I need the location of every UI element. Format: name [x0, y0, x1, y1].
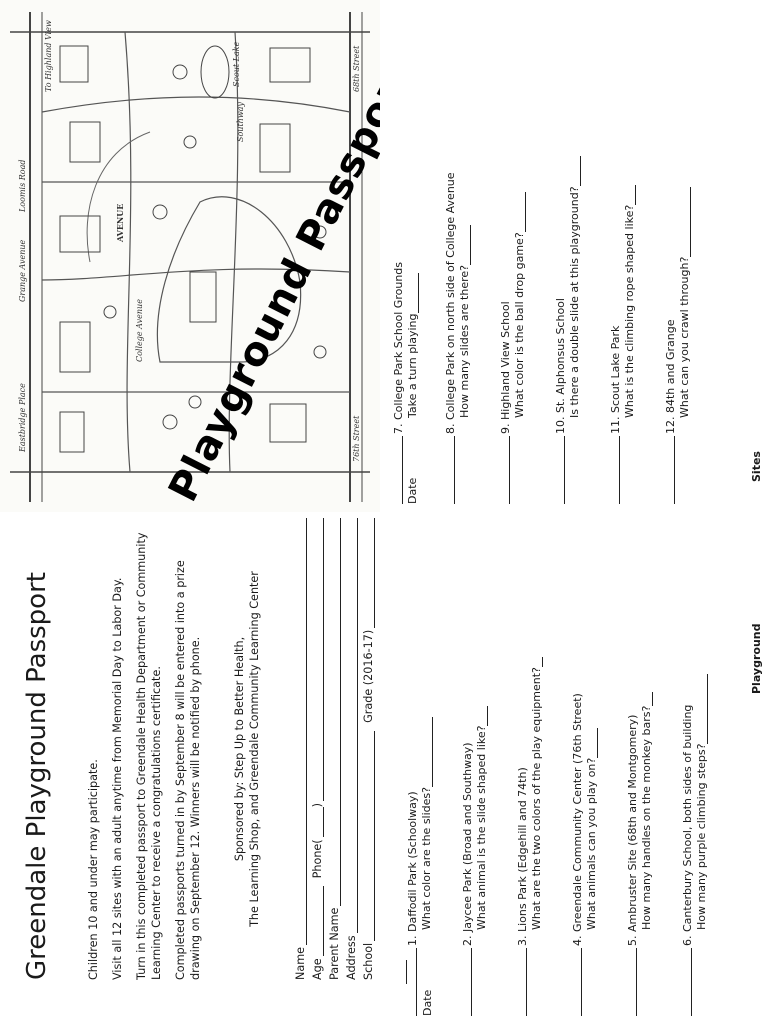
age-field[interactable]: [311, 886, 324, 956]
question-12: [664, 4, 719, 504]
school-label: School: [362, 942, 375, 980]
map-label-college-ave: College Avenue: [135, 299, 144, 362]
question-prompt: Take a turn playing: [406, 313, 419, 418]
question-3: [516, 516, 571, 1016]
question-10: [554, 4, 609, 504]
name-label: Name: [294, 946, 307, 980]
map-label-avenue: AVENUE: [115, 203, 125, 242]
playground-map: [0, 0, 380, 512]
phone-close-paren: ): [311, 802, 324, 808]
date-field-12[interactable]: [674, 436, 675, 504]
name-row: [290, 518, 307, 980]
answer-field-9[interactable]: [514, 192, 526, 232]
answer-field-1[interactable]: [421, 717, 433, 787]
date-field-3[interactable]: [526, 948, 527, 1016]
date-field-11[interactable]: [619, 436, 620, 504]
school-row: [358, 518, 375, 980]
question-5: [626, 516, 681, 1016]
question-prompt: How many handles on the monkey bars?: [640, 705, 653, 930]
question-6: [681, 516, 736, 1016]
question-prompt: What is the climbing rope shaped like?: [623, 204, 636, 418]
answer-field-2[interactable]: [476, 706, 488, 726]
question-1: [406, 516, 461, 1016]
answer-field-6[interactable]: [696, 674, 708, 744]
phone-label: Phone(: [311, 839, 324, 879]
date-field-5[interactable]: [636, 948, 637, 1016]
date-field-8[interactable]: [454, 436, 455, 504]
question-title: 9. Highland View School: [499, 301, 512, 434]
phone-field[interactable]: [311, 518, 324, 801]
answer-field-5[interactable]: [641, 692, 653, 706]
question-prompt: What animals can you play on?: [585, 757, 598, 930]
date-field-10[interactable]: [564, 436, 565, 504]
grade-field[interactable]: [362, 518, 375, 628]
map-label-68th-street: 68th Street: [352, 45, 361, 92]
date-field-4[interactable]: [581, 948, 582, 1016]
sponsor-text: [232, 518, 262, 980]
grade-label: Grade (2016-17): [362, 629, 375, 723]
question-title: 12. 84th and Grange: [664, 319, 677, 434]
intro-turn-in: Turn in this completed passport to Greendale Health Department or Community Learning Center to receive a congratulations certificate.: [135, 532, 163, 980]
question-11: [609, 4, 664, 504]
parent-label: Parent Name: [328, 907, 341, 980]
answer-field-8[interactable]: [459, 225, 471, 265]
question-prompt: Is there a double slide at this playground?: [568, 186, 581, 418]
question-9: [499, 4, 554, 504]
date-field-1[interactable]: [416, 948, 417, 1016]
date-field-6[interactable]: [691, 948, 692, 1016]
intro-visit-rules: Visit all 12 sites with an adult anytime from Memorial Day to Labor Day.: [111, 577, 124, 980]
question-4: [571, 516, 626, 1016]
map-label-scout-lake: Scout Lake: [232, 41, 241, 87]
answer-field-3[interactable]: [531, 657, 543, 667]
school-field[interactable]: [362, 731, 375, 941]
map-label-grange-ave: Grange Avenue: [18, 239, 27, 302]
question-title: 10. St. Alphonsus School: [554, 298, 567, 434]
footer-playground-label: Playground: [750, 623, 763, 694]
question-title: 8. College Park on north side of College Avenue: [444, 172, 457, 434]
question-prompt: How many slides are there?: [458, 265, 471, 418]
date-column-label: Date: [421, 989, 434, 1016]
age-phone-row: [307, 518, 324, 980]
phone-area-field[interactable]: [311, 807, 324, 837]
parent-row: [324, 518, 341, 980]
question-title: 7. College Park School Grounds: [392, 261, 405, 434]
age-label: Age: [311, 958, 324, 980]
question-title: 4. Greendale Community Center (76th Street): [571, 693, 584, 946]
question-7-header: [392, 4, 419, 504]
address-label: Address: [345, 935, 358, 980]
question-prompt: How many purple climbing steps?: [695, 743, 708, 930]
question-title: 5. Ambruster Site (68th and Montgomery): [626, 714, 639, 946]
map-label-loomis-road: Loomis Road: [18, 159, 27, 212]
question-8: [444, 4, 499, 504]
parent-field[interactable]: [328, 518, 341, 906]
map-label-southway: Southway: [236, 102, 245, 142]
map-label-76th-street: 76th Street: [352, 415, 361, 462]
question-prompt: What animal is the slide shaped like?: [475, 725, 488, 930]
question-prompt: What are the two colors of the play equipment?: [530, 667, 543, 930]
question-title: 6. Canterbury School, both sides of building: [681, 704, 694, 946]
questions-7-12: [392, 4, 719, 504]
answer-field-7[interactable]: [407, 274, 419, 314]
intro-eligibility: Children 10 and under may participate.: [87, 759, 100, 980]
date-field-2[interactable]: [471, 948, 472, 1016]
question-title: 11. Scout Lake Park: [609, 325, 622, 434]
address-row: [341, 518, 358, 980]
answer-field-10[interactable]: [569, 156, 581, 186]
participant-form: [290, 518, 375, 980]
question-title: 3. Lions Park (Edgehill and 74th): [516, 767, 529, 946]
page-title: Greendale Playground Passport: [22, 572, 52, 980]
date-field-9[interactable]: [509, 436, 510, 504]
footer-sites-label: Sites: [750, 451, 763, 482]
map-label-highland-view: To Highland View: [44, 20, 53, 92]
date-field-7[interactable]: [402, 436, 403, 504]
intro-text: [86, 518, 212, 980]
question-2: [461, 516, 516, 1016]
question-prompt: What can you crawl through?: [678, 256, 691, 418]
question-prompt: What color are the slides?: [420, 787, 433, 930]
passport-info-panel: [0, 512, 770, 1024]
answer-field-12[interactable]: [679, 187, 691, 257]
sponsor-line-2: The Learning Shop, and Greendale Community Learning Center: [248, 571, 261, 927]
date-column-label-2: Date: [406, 477, 419, 504]
answer-field-4[interactable]: [586, 728, 598, 758]
name-field[interactable]: [294, 518, 307, 945]
question-prompt: What color is the ball drop game?: [513, 232, 526, 418]
sponsor-line-1: Sponsored by: Step Up to Better Health,: [233, 636, 246, 862]
question-title: 1. Daffodil Park (Schoolway): [406, 791, 419, 946]
question-title: 2. Jaycee Park (Broad and Southway): [461, 742, 474, 946]
questions-1-6: [406, 516, 736, 1016]
map-label-eastbridge: Eastbridge Place: [18, 383, 27, 452]
intro-prize-drawing: Completed passports turned in by September 8 will be entered into a prize drawing on September 12. Winners will be notified by phone.: [174, 560, 202, 980]
answer-field-11[interactable]: [624, 185, 636, 205]
address-field[interactable]: [345, 518, 358, 933]
